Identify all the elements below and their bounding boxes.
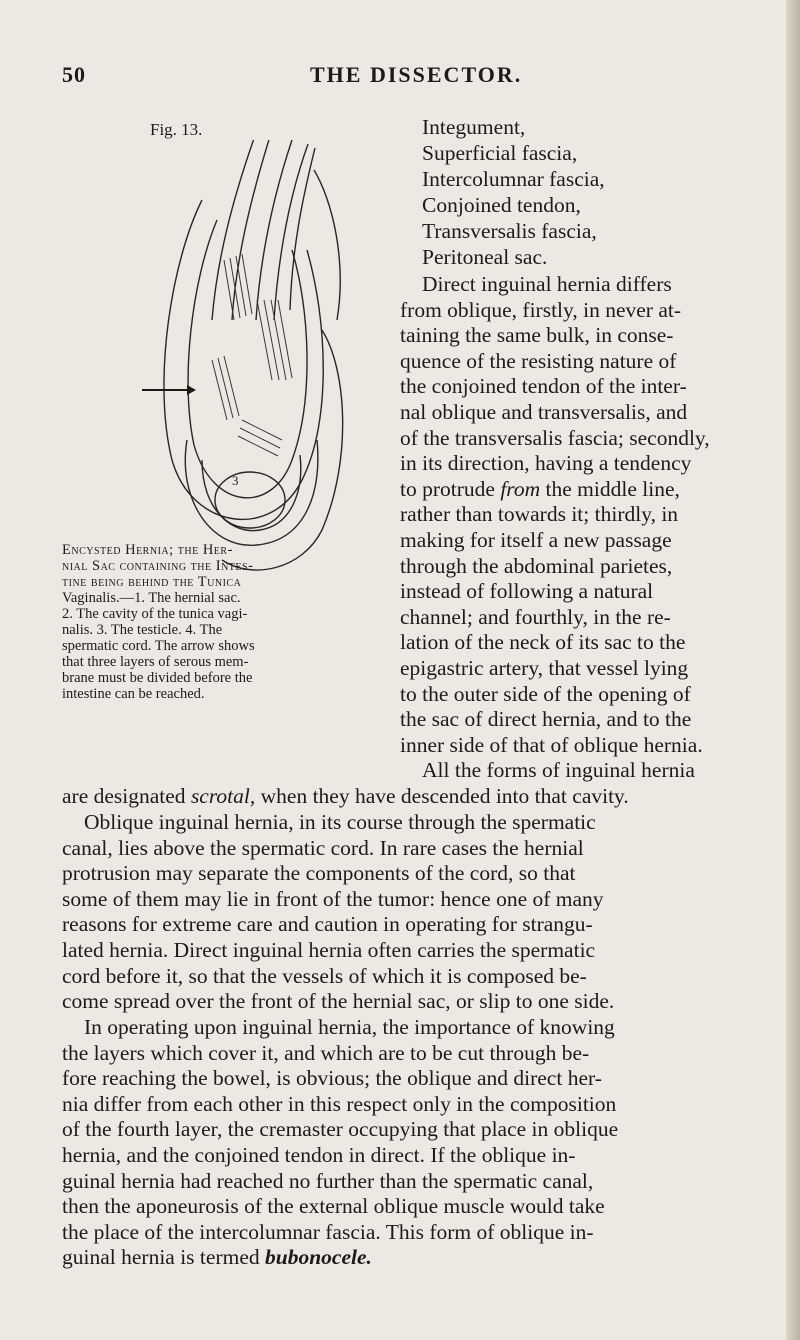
- cord-line: [232, 140, 272, 320]
- text-line: in its direction, having a tendency: [400, 451, 692, 476]
- layer-item: Intercolumnar fascia,: [422, 167, 605, 191]
- text-line: rather than towards it; thirdly, in: [400, 502, 679, 527]
- hernia-layers-list: [400, 114, 770, 270]
- text-line: quence of the resisting nature of: [400, 348, 677, 373]
- direct-hernia-paragraph: [400, 272, 772, 784]
- inner-sac: [188, 220, 307, 498]
- text-line: making for itself a new passage: [400, 527, 672, 552]
- text-line: protrusion may separate the components of the cord, so that: [62, 861, 576, 886]
- text-line: channel; and fourthly, in the re-: [400, 604, 671, 629]
- text-line: cord before it, so that the vessels of which it is composed be-: [62, 963, 587, 988]
- text-line: through the abdominal parietes,: [400, 553, 673, 578]
- text-line: the conjoined tendon of the inter-: [400, 374, 687, 399]
- caption-line: tine being behind the Tunica: [62, 574, 242, 590]
- text-line: hernia, and the conjoined tendon in direct. If the oblique in-: [62, 1142, 576, 1167]
- caption-line: brane must be divided before the: [62, 670, 253, 686]
- text-line: instead of following a natural: [400, 579, 654, 604]
- oblique-hernia-paragraph: [62, 810, 767, 1015]
- caption-line: nial Sac containing the Intes-: [62, 558, 254, 574]
- text-line: lated hernia. Direct inguinal hernia often carries the spermatic: [62, 937, 596, 962]
- text-line: All the forms of inguinal hernia: [422, 758, 695, 783]
- caption-line: that three layers of serous mem-: [62, 654, 249, 670]
- text-line: guinal hernia had reached no further than the spermatic canal,: [62, 1168, 594, 1193]
- text-line: guinal hernia is termed bubonocele.: [62, 1245, 372, 1270]
- cord-line: [290, 148, 315, 310]
- scrotal-paragraph: [62, 784, 767, 810]
- caption-line: intestine can be reached.: [62, 686, 205, 702]
- caption-line: nalis. 3. The testicle. 4. The: [62, 622, 223, 638]
- text-line: taining the same bulk, in conse-: [400, 323, 674, 348]
- layer-item: Conjoined tendon,: [422, 193, 581, 217]
- text-line: reasons for extreme care and caution in operating for strangu-: [62, 912, 593, 937]
- text-line: nal oblique and transversalis, and: [400, 399, 688, 424]
- operating-paragraph: [62, 1015, 767, 1271]
- text-line: of the transversalis fascia; secondly,: [400, 425, 710, 450]
- text-line: some of them may lie in front of the tumor: hence one of many: [62, 886, 604, 911]
- text-line: In operating upon inguinal hernia, the importance of knowing: [84, 1015, 615, 1039]
- page-edge: [786, 0, 800, 1340]
- text-line: to the outer side of the opening of: [400, 681, 691, 706]
- text-line: to protrude from the middle line,: [400, 476, 680, 501]
- caption-line: Encysted Hernia; the Her-: [62, 542, 233, 558]
- figure-marker-3: 3: [232, 473, 239, 488]
- running-header: [62, 62, 742, 92]
- text-line: then the aponeurosis of the external oblique muscle would take: [62, 1194, 605, 1219]
- text-line: inner side of that of oblique hernia.: [400, 732, 703, 757]
- layer-item: Integument,: [422, 115, 526, 139]
- text-line: fore reaching the bowel, is obvious; the oblique and direct her-: [62, 1066, 602, 1091]
- text-line: the sac of direct hernia, and to the: [400, 707, 692, 732]
- text-line: the place of the intercolumnar fascia. This form of oblique in-: [62, 1219, 594, 1244]
- figure-label: Fig. 13.: [150, 120, 203, 139]
- figure-caption: [62, 542, 374, 702]
- caption-line: spermatic cord. The arrow shows: [62, 638, 255, 654]
- page-number: 50: [62, 62, 86, 87]
- caption-line: 2. The cavity of the tunica vagi-: [62, 606, 248, 622]
- caption-line: Vaginalis.—1. The hernial sac.: [62, 590, 241, 606]
- text-line: the layers which cover it, and which are to be cut through be-: [62, 1040, 590, 1065]
- text-line: Oblique inguinal hernia, in its course through the spermatic: [84, 810, 596, 834]
- text-line: nia differ from each other in this respect only in the composition: [62, 1091, 617, 1116]
- layer-item: Transversalis fascia,: [422, 219, 597, 243]
- text-line: are designated scrotal, when they have descended into that cavity.: [62, 784, 629, 808]
- text-line: epigastric artery, that vessel lying: [400, 655, 689, 680]
- text-line: canal, lies above the spermatic cord. In rare cases the hernial: [62, 835, 584, 860]
- layer-item: Peritoneal sac.: [422, 245, 548, 269]
- text-line: come spread over the front of the hernial sac, or slip to one side.: [62, 989, 615, 1014]
- text-line: lation of the neck of its sac to the: [400, 630, 686, 655]
- text-line: Direct inguinal hernia differs: [422, 272, 672, 296]
- running-title: THE DISSECTOR.: [310, 62, 523, 87]
- layer-item: Superficial fascia,: [422, 141, 578, 165]
- text-line: from oblique, firstly, in never at-: [400, 297, 682, 322]
- text-line: of the fourth layer, the cremaster occupying that place in oblique: [62, 1117, 619, 1142]
